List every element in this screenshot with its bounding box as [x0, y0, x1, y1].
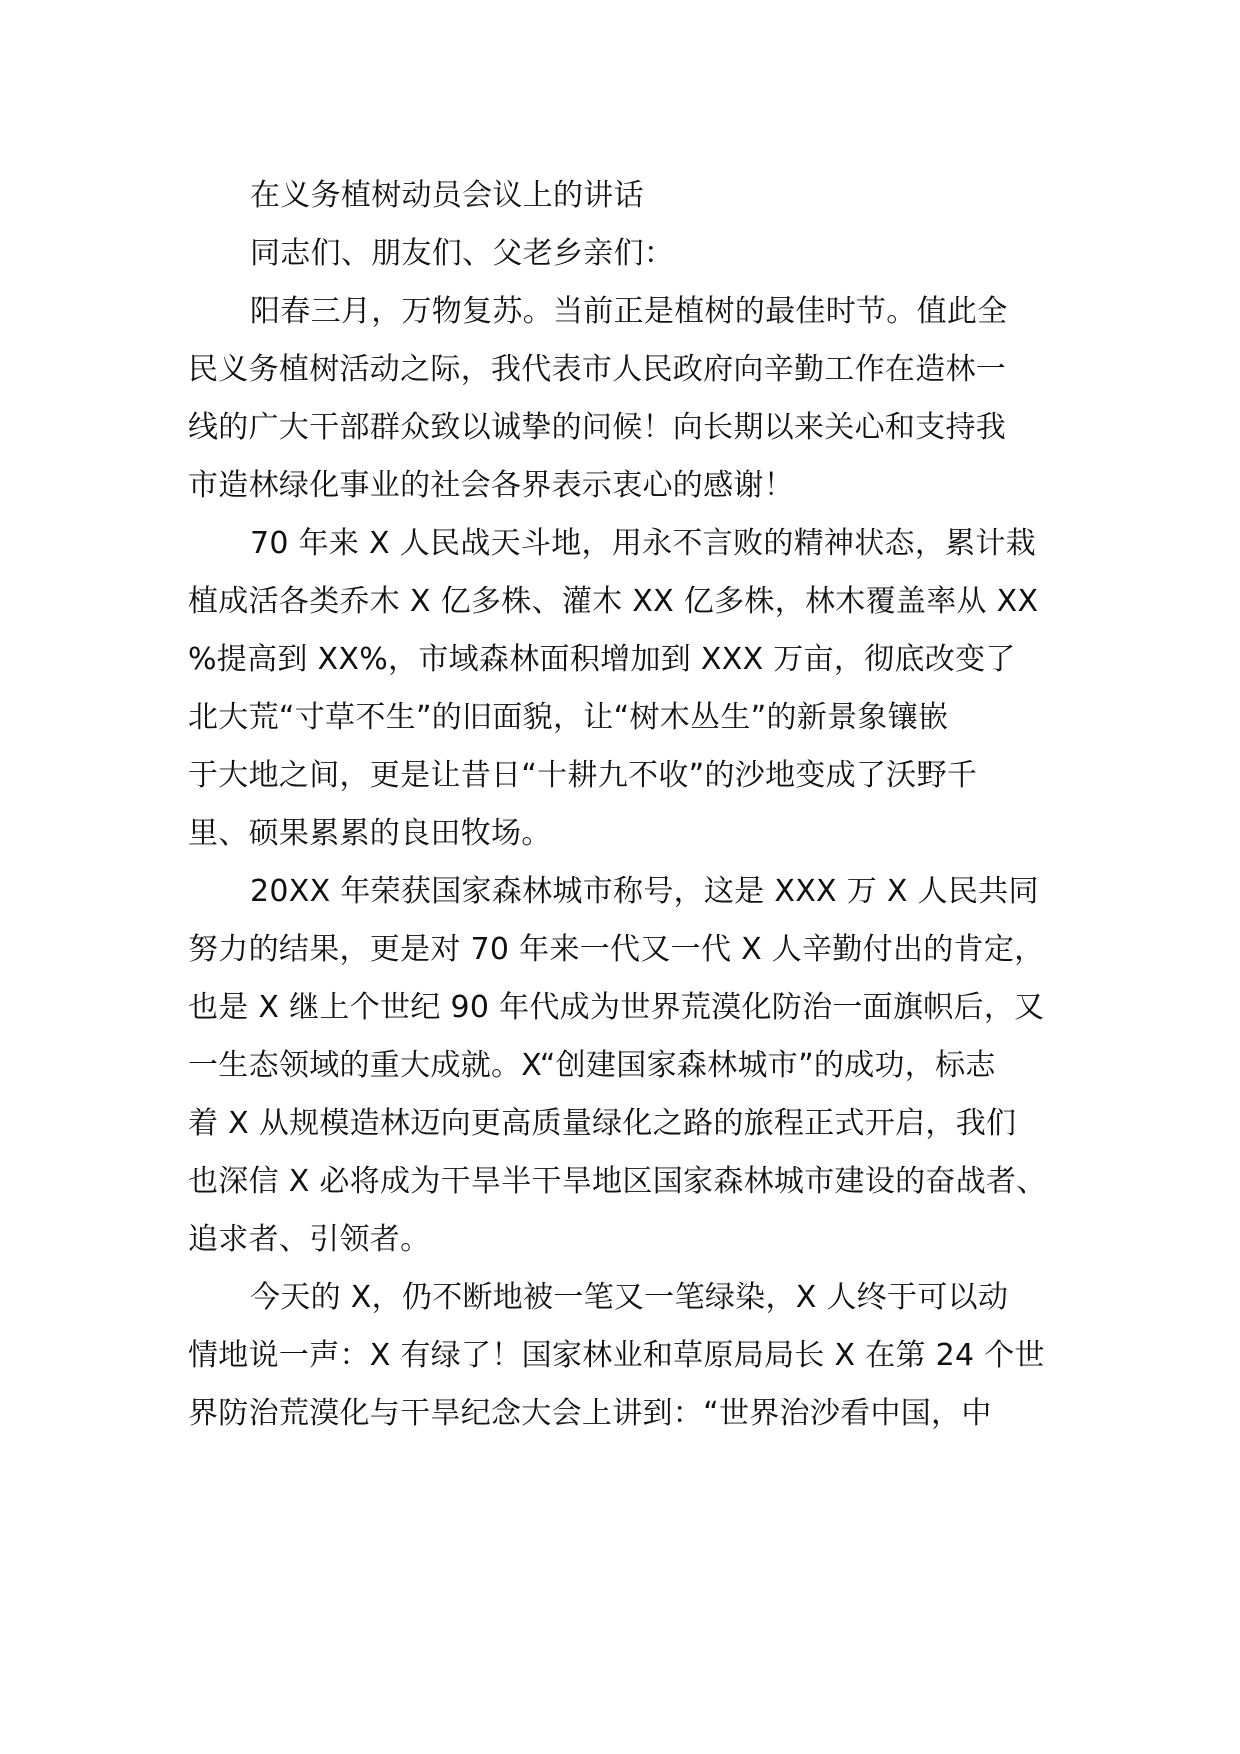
text-line: 界防治荒漠化与干旱纪念大会上讲到：“世界治沙看中国，中	[188, 1396, 992, 1431]
salutation: 同志们、朋友们、父老乡亲们：	[250, 236, 675, 271]
text-line: 努力的结果，更是对 70 年来一代又一代 X 人辛勤付出的肯定，	[188, 932, 1045, 967]
text-line: 阳春三月，万物复苏。当前正是植树的最佳时节。值此全	[250, 294, 1008, 329]
text-line: 市造林绿化事业的社会各界表示衷心的感谢！	[188, 468, 794, 503]
text-line: 追求者、引领者。	[188, 1222, 431, 1257]
text-line: 着 X 从规模造林迈向更高质量绿化之路的旅程正式开启，我们	[188, 1106, 1017, 1141]
text-line: 于大地之间，更是让昔日“十耕九不收”的沙地变成了沃野千	[188, 758, 978, 793]
text-line: 民义务植树活动之际，我代表市人民政府向辛勤工作在造林一	[188, 352, 1007, 387]
text-line: 情地说一声：X 有绿了！国家林业和草原局局长 X 在第 24 个世	[188, 1338, 1045, 1373]
text-line: 20XX 年荣获国家森林城市称号，这是 XXX 万 X 人民共同	[250, 874, 1039, 909]
text-line: %提高到 XX%，市域森林面积增加到 XXX 万亩，彻底改变了	[188, 642, 1016, 677]
text-line: 北大荒“寸草不生”的旧面貌，让“树木丛生”的新景象镶嵌	[188, 700, 949, 735]
text-line: 70 年来 X 人民战天斗地，用永不言败的精神状态，累计栽	[250, 526, 1037, 561]
text-line: 里、硕果累累的良田牧场。	[188, 816, 552, 851]
text-line: 今天的 X，仍不断地被一笔又一笔绿染，X 人终于可以动	[250, 1280, 1009, 1315]
speech-title: 在义务植树动员会议上的讲话	[250, 178, 644, 213]
text-line: 一生态领域的重大成就。X“创建国家森林城市”的成功，标志	[188, 1048, 996, 1083]
text-line: 也深信 X 必将成为干旱半干旱地区国家森林城市建设的奋战者、	[188, 1164, 1047, 1199]
text-line: 植成活各类乔木 X 亿多株、灌木 XX 亿多株，林木覆盖率从 XX	[188, 584, 1039, 619]
text-line: 也是 X 继上个世纪 90 年代成为世界荒漠化防治一面旗帜后，又	[188, 990, 1045, 1025]
text-line: 线的广大干部群众致以诚挚的问候！向长期以来关心和支持我	[188, 410, 1007, 445]
